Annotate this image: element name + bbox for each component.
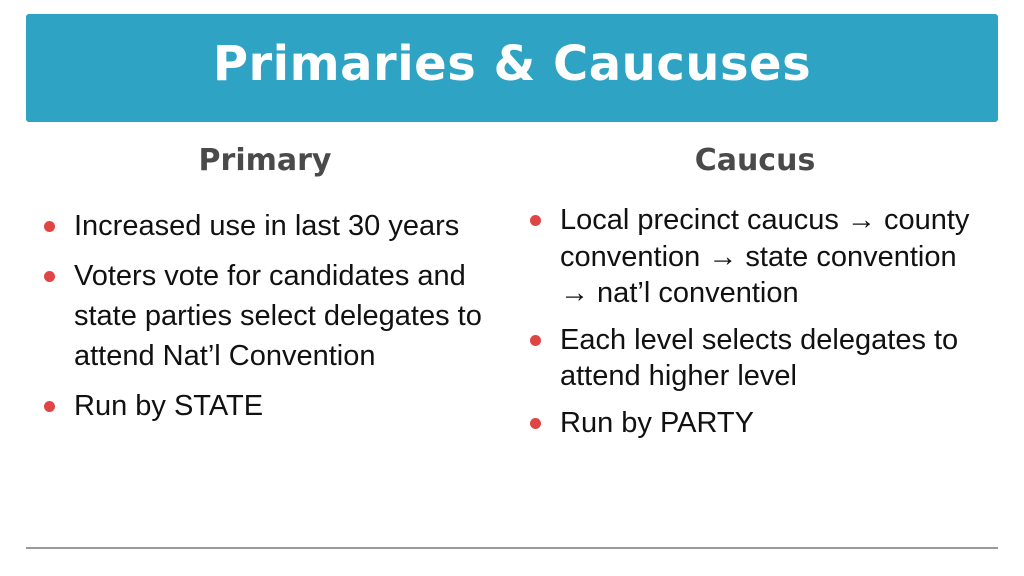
list-item — [44, 206, 484, 246]
caucus-bullet-list — [530, 202, 985, 451]
list-item — [530, 405, 985, 442]
slide-title: Primaries & Caucuses — [212, 36, 812, 92]
bullet-text: Voters vote for candidates and state parties select delegates to attend Nat’l Convention — [74, 260, 482, 372]
list-item — [44, 256, 484, 376]
list-item — [44, 386, 484, 426]
caucus-heading: Caucus — [694, 143, 816, 178]
bullet-text: Run by PARTY — [560, 406, 754, 439]
title-bar — [26, 14, 998, 122]
list-item — [530, 202, 985, 312]
bullet-dot-icon — [44, 271, 55, 282]
bullet-dot-icon — [44, 401, 55, 412]
bullet-text: Local precinct caucus → county convention → state convention → nat’l convention — [560, 204, 970, 309]
bullet-dot-icon — [44, 221, 55, 232]
bullet-text: Each level selects delegates to attend higher level — [560, 323, 959, 392]
bullet-dot-icon — [530, 215, 541, 226]
primary-bullet-list — [44, 206, 484, 436]
bullet-text: Run by STATE — [74, 390, 264, 422]
bullet-text: Increased use in last 30 years — [74, 210, 460, 242]
bullet-dot-icon — [530, 418, 541, 429]
list-item — [530, 322, 985, 395]
bullet-dot-icon — [530, 335, 541, 346]
bottom-divider — [26, 547, 998, 549]
primary-heading: Primary — [198, 143, 332, 178]
